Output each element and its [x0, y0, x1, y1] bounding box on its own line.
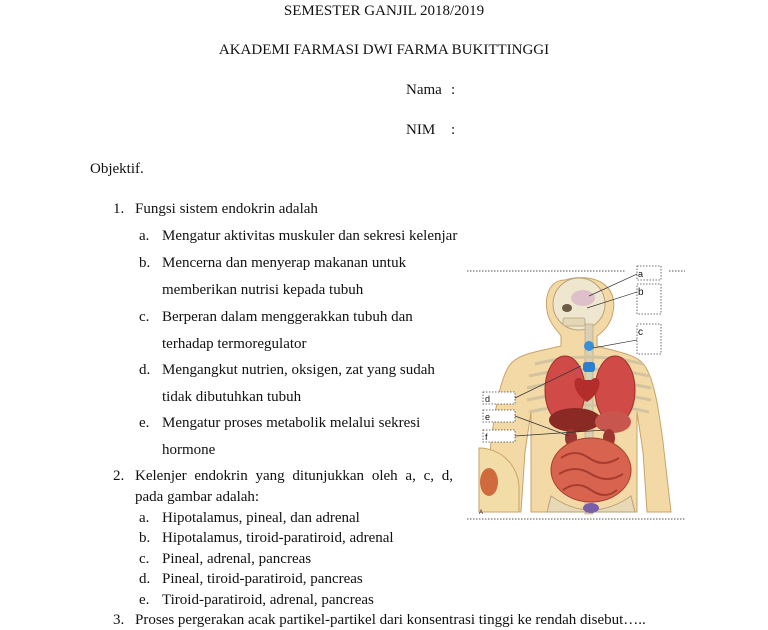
skull	[553, 278, 605, 330]
anatomy-figure	[465, 262, 687, 522]
q1-option-b-line1: Mencerna dan menyerap makanan untuk	[162, 255, 407, 271]
q1-option-d-letter: d.	[139, 362, 151, 378]
q1-option-b-line2: memberikan nutrisi kepada tubuh	[162, 282, 364, 298]
section-title: Objektif.	[90, 161, 144, 177]
q1-option-d-line1: Mengangkut nutrien, oksigen, zat yang sudah	[162, 362, 435, 378]
label-d: d	[485, 394, 491, 404]
q2-option-b-letter: b.	[139, 530, 151, 546]
stomach	[595, 411, 631, 433]
label-f: f	[485, 432, 488, 442]
question-3-text: Proses pergerakan acak partikel-partikel dari konsentrasi tinggi ke rendah disebut…..	[135, 612, 646, 628]
q1-option-c-letter: c.	[139, 309, 150, 325]
q1-option-b-letter: b.	[139, 255, 151, 271]
q1-option-e-line1: Mengatur proses metabolik melalui sekresi	[162, 415, 421, 431]
liver	[549, 408, 601, 432]
question-3-number: 3.	[113, 612, 125, 628]
question-2-line2: pada gambar adalah:	[135, 489, 260, 505]
q2-option-e-letter: e.	[139, 592, 150, 608]
question-2-line1: Kelenjer endokrin yang ditunjukkan oleh a, c, d,	[135, 468, 453, 484]
q1-option-a-text: Mengatur aktivitas muskuler dan sekresi kelenjar	[162, 228, 458, 244]
intestines	[551, 438, 631, 502]
nama-colon: :	[451, 82, 456, 98]
q2-option-d-letter: d.	[139, 571, 151, 587]
institution-title: AKADEMI FARMASI DWI FARMA BUKITTINGGI	[218, 42, 550, 58]
q1-option-c-line2: terhadap termoregulator	[162, 336, 307, 352]
bladder	[583, 503, 599, 513]
question-2-number: 2.	[113, 468, 125, 484]
nim-label: NIM	[406, 122, 436, 138]
thymus	[583, 362, 595, 372]
q2-option-a-letter: a.	[139, 510, 150, 526]
label-e: e	[485, 412, 491, 422]
q2-option-c-text: Pineal, adrenal, pancreas	[162, 551, 312, 567]
q2-option-e-text: Tiroid-paratiroid, adrenal, pancreas	[162, 592, 374, 608]
label-c: c	[638, 327, 643, 338]
q1-option-e-letter: e.	[139, 415, 150, 431]
semester-title: SEMESTER GANJIL 2018/2019	[283, 3, 485, 19]
thyroid-gland	[584, 341, 594, 351]
question-1-text: Fungsi sistem endokrin adalah	[135, 201, 318, 217]
q1-option-c-line1: Berperan dalam menggerakkan tubuh dan	[162, 309, 413, 325]
q2-option-c-letter: c.	[139, 551, 150, 567]
nim-colon: :	[451, 122, 456, 138]
q2-option-d-text: Pineal, tiroid-paratiroid, pancreas	[162, 571, 363, 587]
label-b: b	[638, 287, 644, 298]
q1-option-d-line2: tidak dibutuhkan tubuh	[162, 389, 302, 405]
figure-corner-label: A	[479, 510, 484, 516]
label-box-f	[483, 430, 515, 442]
q1-option-e-line2: hormone	[162, 442, 216, 458]
q2-option-b-text: Hipotalamus, tiroid-paratiroid, adrenal	[162, 530, 394, 546]
q1-option-a-letter: a.	[139, 228, 150, 244]
q2-option-a-text: Hipotalamus, pineal, dan adrenal	[162, 510, 360, 526]
label-a: a	[638, 269, 644, 279]
question-1-number: 1.	[113, 201, 125, 217]
nama-label: Nama	[406, 82, 442, 98]
